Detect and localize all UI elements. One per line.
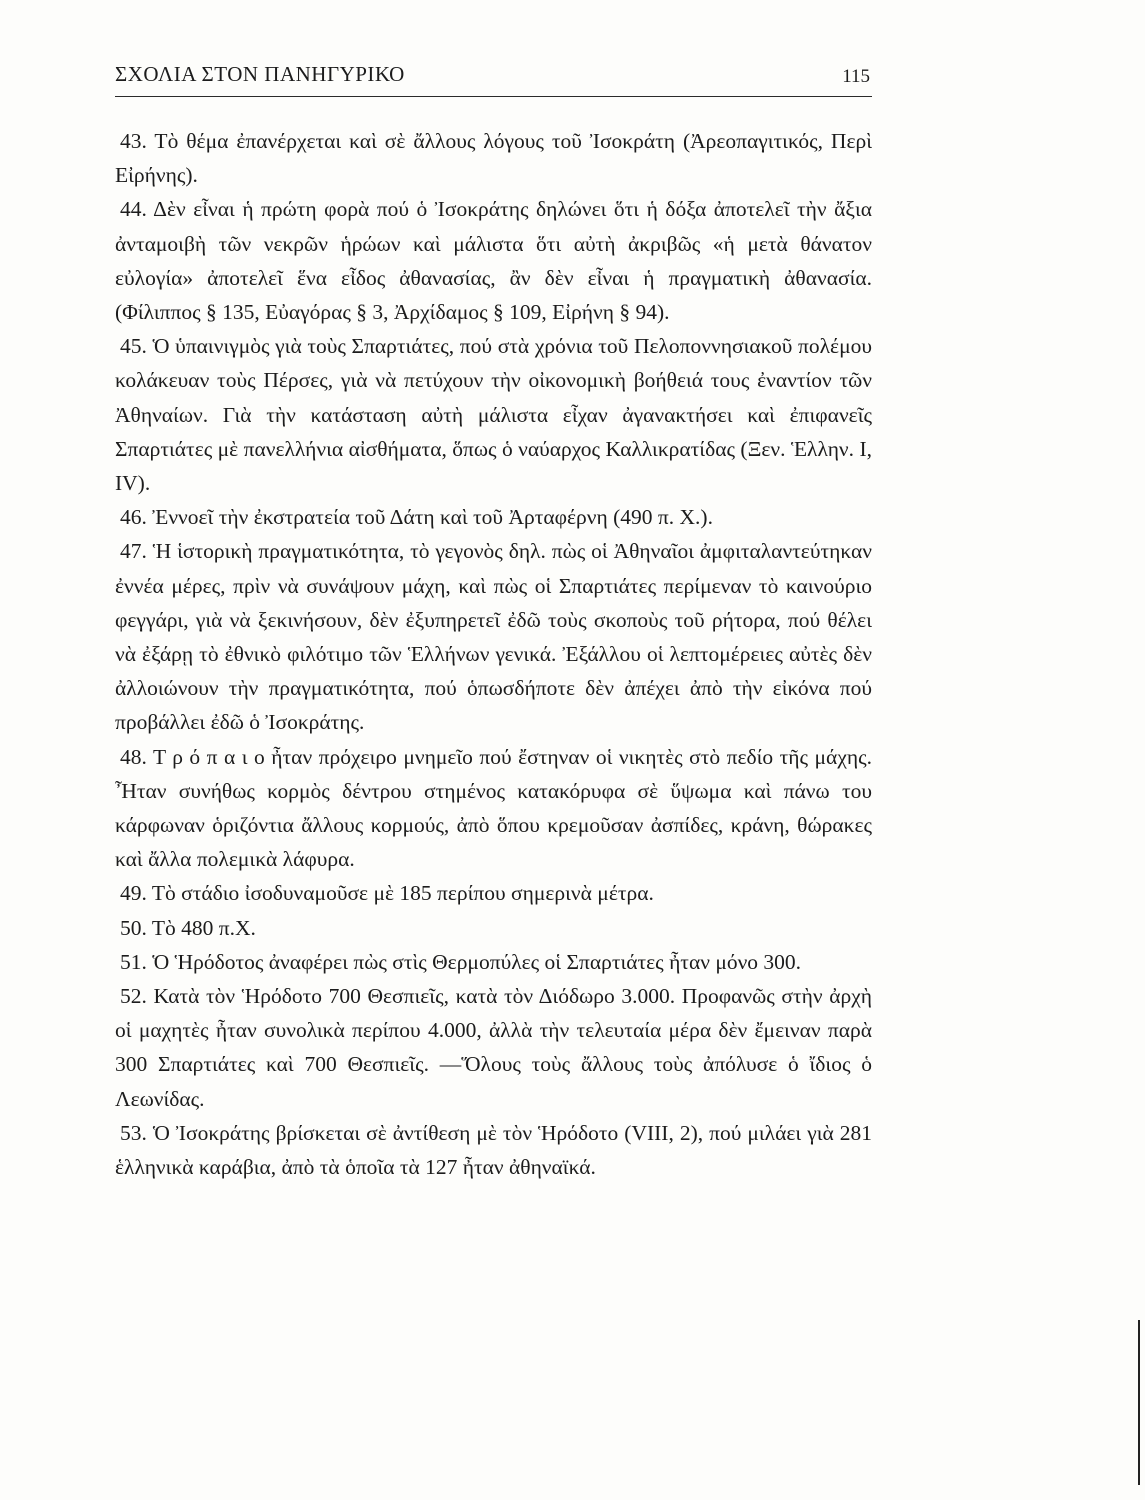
note-49: 49. Τὸ στάδιο ἰσοδυναμοῦσε μὲ 185 περίπου σημερινὰ μέτρα. — [120, 881, 654, 906]
page-edge-line — [1138, 1320, 1140, 1485]
note-48: 48. Τ ρ ό π α ι ο ἦταν πρόχειρο μνημεῖο πού ἔστηναν οἱ νικητὲς στὸ πεδίο τῆς μάχης. Ἦταν συνήθως κορμὸς δέντρου στημένος κατακόρυφα σὲ ὕψωμα καὶ πάνω του κάρφωναν ὁριζόντια ἄλλους κορμούς, ἀπὸ ὅπου κρεμοῦσαν ἀσπίδες, κράνη, θώρακες καὶ ἄλλα πολεμικὰ λάφυρα. — [115, 744, 872, 872]
note-52: 52. Κατὰ τὸν Ἡρόδοτο 700 Θεσπιεῖς, κατὰ τὸν Διόδωρο 3.000. Προφανῶς στὴν ἀρχὴ οἱ μαχητὲς ἦταν συνολικὰ περίπου 4.000, ἀλλὰ τὴν τελευταία μέρα δὲν ἔμειναν παρὰ 300 Σπαρτιάτες καὶ 700 Θεσπιεῖς. —Ὅλους τοὺς ἄλλους τοὺς ἀπόλυσε ὁ ἴδιος ὁ Λεωνίδας. — [115, 984, 872, 1111]
running-title: ΣΧΟΛΙΑ ΣΤΟΝ ΠΑΝΗΓΥΡΙΚΟ — [115, 62, 405, 86]
note-43: 43. Τὸ θέμα ἐπανέρχεται καὶ σὲ ἄλλους λόγους τοῦ Ἰσοκράτη (Ἀρεοπαγιτικός, Περὶ Εἰρήνης). — [115, 129, 872, 188]
note-45: 45. Ὁ ὑπαινιγμὸς γιὰ τοὺς Σπαρτιάτες, πού στὰ χρόνια τοῦ Πελοποννησιακοῦ πολέμου κολάκευαν τοὺς Πέρσες, γιὰ νὰ πετύχουν τὴν οἰκονομικὴ βοήθειά τους ἐναντίον τῶν Ἀθηναίων. Γιὰ τὴν κατάσταση αὐτὴ μάλιστα εἶχαν ἀγανακτήσει καὶ ἐπιφανεῖς Σπαρτιάτες μὲ πανελλήνια αἰσθήματα, ὅπως ὁ ναύαρχος Καλλικρατίδας (Ξεν. Ἑλλην. I, IV). — [115, 334, 872, 496]
note-44: 44. Δὲν εἶναι ἡ πρώτη φορὰ πού ὁ Ἰσοκράτης δηλώνει ὅτι ἡ δόξα ἀποτελεῖ τὴν ἄξια ἀνταμοιβὴ τῶν νεκρῶν ἡρώων καὶ μάλιστα ὅτι αὐτὴ ἀκριβῶς «ἡ μετὰ θάνατον εὐλογία» ἀποτελεῖ ἕνα εἶδος ἀθανασίας, ἂν δὲν εἶναι ἡ πραγματικὴ ἀθανασία. (Φίλιππος § 135, Εὐαγόρας § 3, Ἀρχίδαμος § 109, Εἰρήνη § 94). — [115, 197, 872, 325]
running-header — [115, 62, 872, 97]
note-47: 47. Ἡ ἱστορικὴ πραγματικότητα, τὸ γεγονὸς δηλ. πὼς οἱ Ἀθηναῖοι ἀμφιταλαντεύτηκαν ἐννέα μέρες, πρὶν νὰ συνάψουν μάχη, καὶ πὼς οἱ Σπαρτιάτες περίμεναν τὸ καινούριο φεγγάρι, γιὰ νὰ ξεκινήσουν, δὲν ἐξυπηρετεῖ ἐδῶ τοὺς σκοποὺς τοῦ ρήτορα, πού θέλει νὰ ἐξάρῃ τὸ ἐθνικὸ φιλότιμο τῶν Ἑλλήνων γενικά. Ἐξάλλου οἱ λεπτομέρειες αὐτὲς δὲν ἀλλοιώνουν τὴν πραγματικότητα, πού ὁπωσδήποτε δὲν ἀπέχει ἀπὸ τὴν εἰκόνα πού προβάλλει ἐδῶ ὁ Ἰσοκράτης. — [115, 539, 872, 735]
notes-body — [115, 124, 872, 1184]
note-53: 53. Ὁ Ἰσοκράτης βρίσκεται σὲ ἀντίθεση μὲ τὸν Ἡρόδοτο (VIII, 2), πού μιλάει γιὰ 281 ἑλληνικὰ καράβια, ἀπὸ τὰ ὁποῖα τὰ 127 ἦταν ἀθηναϊκά. — [115, 1120, 872, 1180]
note-50: 50. Τὸ 480 π.Χ. — [120, 915, 256, 940]
note-51: 51. Ὁ Ἡρόδοτος ἀναφέρει πὼς στὶς Θερμοπύλες οἱ Σπαρτιάτες ἦταν μόνο 300. — [120, 949, 802, 974]
page-number: 115 — [842, 66, 870, 87]
note-46: 46. Ἐννοεῖ τὴν ἐκστρατεία τοῦ Δάτη καὶ τοῦ Ἀρταφέρνη (490 π. Χ.). — [120, 505, 713, 530]
